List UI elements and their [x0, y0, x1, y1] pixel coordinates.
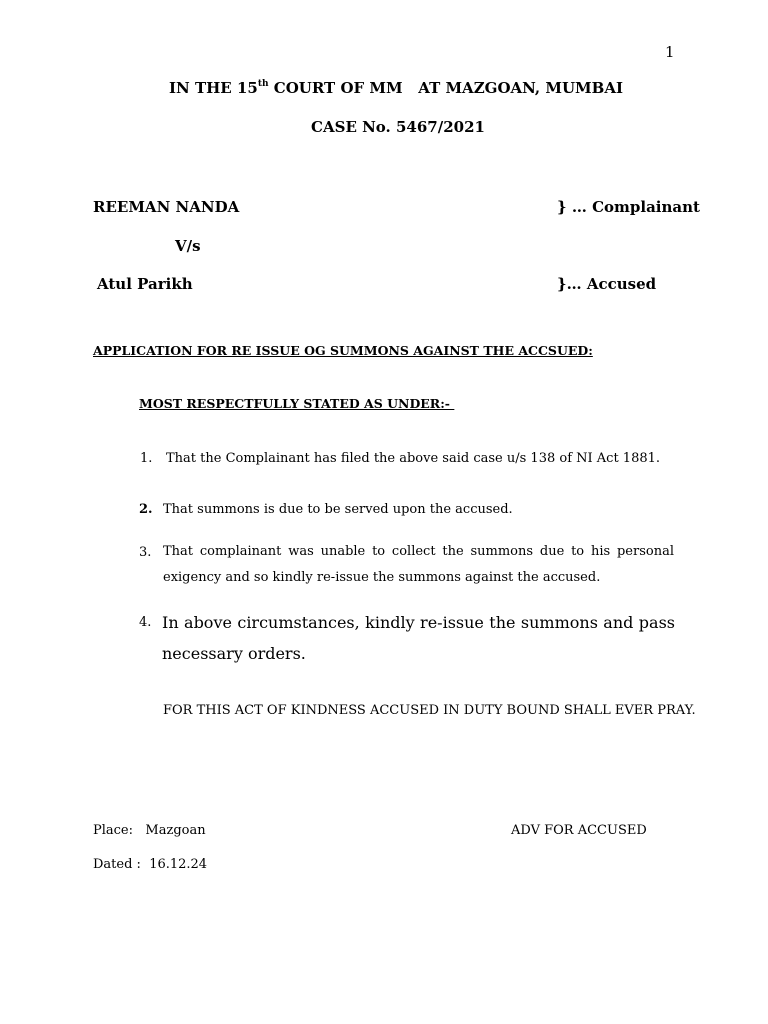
paragraph-3-number: 3.: [139, 545, 152, 560]
place-line: Place: Mazgoan: [93, 823, 206, 838]
court-title-prefix: IN THE 15: [169, 79, 258, 97]
paragraph-2-number: 2.: [139, 502, 153, 517]
paragraph-1-number: 1.: [140, 451, 153, 466]
versus-label: V/s: [175, 237, 201, 255]
paragraph-4-text: In above circumstances, kindly re-issue the summons and pass necessary orders.: [162, 613, 675, 663]
application-title: APPLICATION FOR RE ISSUE OG SUMMONS AGAINST THE ACCSUED:: [93, 343, 593, 358]
complainant-name: REEMAN NANDA: [93, 198, 240, 216]
court-title: [0, 79, 768, 97]
dated-line: Dated : 16.12.24: [93, 857, 208, 872]
accused-name: Atul Parikh: [97, 275, 193, 293]
case-number: CASE No. 5467/2021: [311, 118, 485, 136]
prayer-text: FOR THIS ACT OF KINDNESS ACCUSED IN DUTY BOUND SHALL EVER PRAY.: [163, 703, 696, 718]
paragraph-2-text: That summons is due to be served upon the accused.: [163, 502, 513, 517]
court-title-suffix: COURT OF MM AT MAZGOAN, MUMBAI: [268, 79, 623, 97]
page-number: 1: [665, 43, 675, 61]
signatory-label: ADV FOR ACCUSED: [511, 823, 647, 838]
paragraph-3-text: That complainant was unable to collect the summons due to his personal exigency and so kindly re-issue the summons against the accused.: [163, 544, 674, 585]
complainant-role: } … Complainant: [557, 198, 700, 216]
paragraph-1-text: That the Complainant has filed the above said case u/s 138 of NI Act 1881.: [166, 451, 661, 466]
accused-role: }… Accused: [557, 275, 657, 293]
court-title-superscript: th: [257, 79, 269, 89]
paragraph-4-number: 4.: [139, 615, 152, 630]
stated-heading: MOST RESPECTFULLY STATED AS UNDER:-: [139, 396, 455, 411]
